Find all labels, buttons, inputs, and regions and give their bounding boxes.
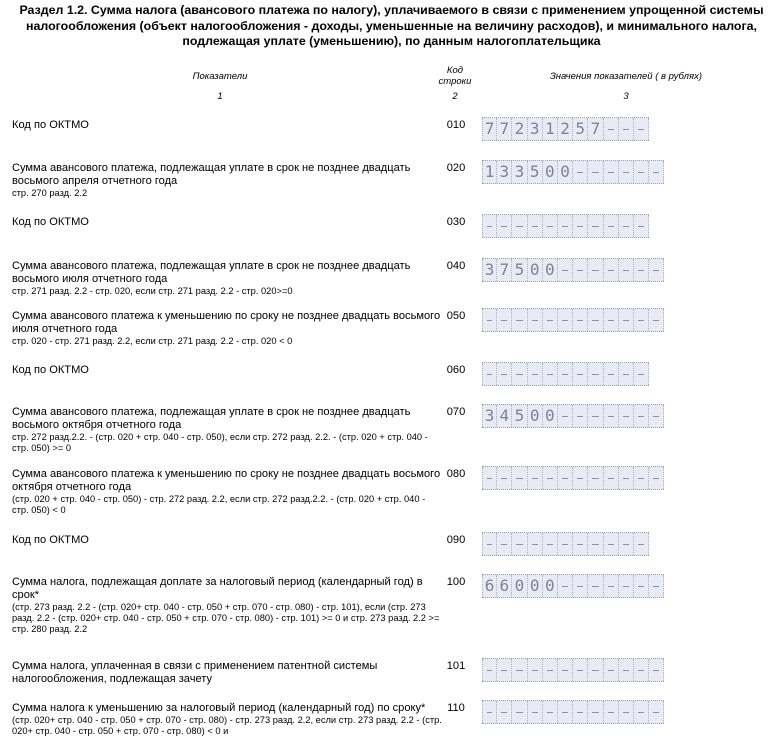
value-cell[interactable] (573, 259, 588, 281)
value-cell[interactable] (619, 363, 634, 385)
value-cell[interactable] (649, 659, 664, 681)
row-label (12, 216, 444, 229)
row-code: 020 (446, 162, 466, 174)
value-cell[interactable] (558, 309, 573, 331)
row-label (12, 162, 444, 199)
value-cell[interactable]: 3 (497, 161, 512, 183)
value-cell[interactable]: 0 (558, 161, 573, 183)
value-cell[interactable] (558, 533, 573, 555)
row-label-text: Сумма налога к уменьшению за налоговый период (календарный год) по сроку* (12, 702, 426, 714)
value-cell[interactable] (497, 215, 512, 237)
value-cell[interactable] (604, 701, 619, 723)
value-cell[interactable] (573, 215, 588, 237)
value-cell[interactable] (558, 701, 573, 723)
value-cell[interactable]: 7 (588, 118, 603, 140)
value-cell[interactable] (497, 309, 512, 331)
column-header-line-code: Код строки (438, 65, 472, 87)
value-cell[interactable] (543, 659, 558, 681)
value-cell[interactable] (528, 467, 543, 489)
value-cell[interactable]: 0 (528, 259, 543, 281)
value-cell[interactable]: 7 (497, 259, 512, 281)
value-cell[interactable] (512, 363, 527, 385)
row-code: 080 (446, 468, 466, 480)
value-input-030[interactable] (482, 214, 649, 238)
value-cell[interactable]: 7 (497, 118, 512, 140)
value-cell[interactable] (482, 701, 497, 723)
value-cell[interactable]: 1 (543, 118, 558, 140)
value-cell[interactable] (482, 363, 497, 385)
value-cell[interactable] (604, 309, 619, 331)
value-cell[interactable]: 0 (543, 405, 558, 427)
value-cell[interactable] (497, 467, 512, 489)
row-formula: (стр. 020+ стр. 040 - стр. 050 + стр. 070 - стр. 080) - стр. 273 разд. 2.2, если стр. 273 разд. 2.2 - (стр. 020+ стр. 040 - стр. 050 + стр. 070 - стр. 080) < 0 и (12, 715, 442, 736)
value-cell[interactable]: 0 (528, 575, 543, 597)
value-cell[interactable] (619, 467, 634, 489)
value-cell[interactable] (543, 215, 558, 237)
value-cell[interactable] (634, 363, 649, 385)
value-cell[interactable] (558, 659, 573, 681)
row-label (12, 534, 444, 547)
value-cell[interactable] (634, 215, 649, 237)
value-cell[interactable] (497, 659, 512, 681)
row-formula: (стр. 020 + стр. 040 - стр. 050) - стр. 272 разд. 2.2, если стр. 272 разд.2.2. - (стр. 020 + стр. 040 - стр. 050) < 0 (12, 494, 426, 515)
value-cell[interactable] (543, 363, 558, 385)
row-label-text: Код по ОКТМО (12, 364, 89, 376)
row-formula: стр. 272 разд.2.2. - (стр. 020 + стр. 040 - стр. 050), если стр. 272 разд. 2.2. - (стр. 020 + стр. 040 - стр. 050) >= 0 (12, 432, 428, 453)
row-label (12, 406, 444, 454)
value-cell[interactable] (634, 309, 649, 331)
value-cell[interactable] (528, 363, 543, 385)
value-cell[interactable]: 3 (512, 161, 527, 183)
row-label-text: Сумма налога, уплаченная в связи с применением патентной системы налогообложения, подлежащая зачету (12, 660, 378, 685)
row-code: 050 (446, 310, 466, 322)
value-cell[interactable] (482, 659, 497, 681)
value-cell[interactable] (512, 309, 527, 331)
value-cell[interactable] (573, 533, 588, 555)
value-cell[interactable] (588, 533, 603, 555)
value-cell[interactable] (588, 467, 603, 489)
row-label-text: Сумма авансового платежа, подлежащая уплате в срок не позднее двадцать восьмого апреля отчетного года (12, 162, 411, 187)
value-cell[interactable] (604, 161, 619, 183)
value-cell[interactable] (528, 659, 543, 681)
value-cell[interactable] (543, 533, 558, 555)
row-label (12, 260, 444, 297)
value-cell[interactable] (604, 363, 619, 385)
value-cell[interactable] (619, 118, 634, 140)
value-cell[interactable] (619, 659, 634, 681)
value-cell[interactable] (497, 533, 512, 555)
row-label-text: Код по ОКТМО (12, 534, 89, 546)
row-code: 110 (447, 702, 465, 714)
value-cell[interactable] (482, 467, 497, 489)
value-cell[interactable]: 3 (528, 118, 543, 140)
row-code: 070 (446, 406, 466, 418)
value-cell[interactable] (573, 701, 588, 723)
value-cell[interactable] (588, 161, 603, 183)
row-label-text: Сумма авансового платежа, подлежащая уплате в срок не позднее двадцать восьмого июля отчетного года (12, 260, 411, 285)
value-cell[interactable] (528, 701, 543, 723)
section-title: Раздел 1.2. Сумма налога (авансового платежа по налогу), уплачиваемого в связи с применением упрощенной системы налогообложения (объект налогообложения - доходы, уменьшенные на величину расходов), и минимального налога, подлежащая уплате (уменьшению), по данным налогоплательщика (19, 3, 764, 48)
value-cell[interactable] (558, 575, 573, 597)
row-label (12, 119, 444, 132)
column-number-3: 3 (623, 91, 629, 102)
row-code: 010 (446, 119, 466, 131)
value-cell[interactable] (634, 259, 649, 281)
row-code: 090 (446, 534, 466, 546)
row-formula: стр. 020 - стр. 271 разд. 2.2, если стр. 271 разд. 2.2 - стр. 020 < 0 (12, 336, 293, 346)
value-cell[interactable] (619, 259, 634, 281)
value-cell[interactable] (634, 575, 649, 597)
column-header-values: Значения показателей ( в рублях) (549, 71, 703, 82)
row-label-text: Сумма авансового платежа к уменьшению по сроку не позднее двадцать восьмого октября отчетного года (12, 468, 441, 493)
value-cell[interactable] (649, 161, 664, 183)
value-cell[interactable] (634, 405, 649, 427)
value-input-100[interactable] (482, 574, 664, 598)
value-cell[interactable] (573, 467, 588, 489)
value-cell[interactable] (634, 533, 649, 555)
value-cell[interactable] (619, 161, 634, 183)
value-cell[interactable] (634, 659, 649, 681)
value-cell[interactable] (543, 309, 558, 331)
row-label (12, 660, 444, 686)
value-input-020[interactable] (482, 160, 664, 184)
value-cell[interactable] (634, 701, 649, 723)
value-cell[interactable] (604, 575, 619, 597)
value-cell[interactable]: 1 (482, 161, 497, 183)
column-number-1: 1 (217, 91, 223, 102)
value-cell[interactable] (497, 701, 512, 723)
row-label-text: Код по ОКТМО (12, 119, 89, 131)
row-code: 100 (446, 576, 466, 588)
value-cell[interactable] (604, 215, 619, 237)
value-cell[interactable] (528, 215, 543, 237)
value-input-101[interactable] (482, 658, 664, 682)
column-header-indicators: Показатели (192, 71, 248, 82)
value-cell[interactable] (512, 701, 527, 723)
value-cell[interactable] (604, 259, 619, 281)
row-code: 101 (446, 660, 466, 672)
value-cell[interactable] (619, 701, 634, 723)
row-label-text: Сумма авансового платежа к уменьшению по сроку не позднее двадцать восьмого июля отчетного года (12, 310, 441, 335)
value-cell[interactable] (604, 118, 619, 140)
value-cell[interactable] (604, 533, 619, 555)
value-input-080[interactable] (482, 466, 664, 490)
value-cell[interactable] (528, 309, 543, 331)
value-cell[interactable] (497, 363, 512, 385)
value-input-060[interactable] (482, 362, 649, 386)
value-cell[interactable] (588, 701, 603, 723)
row-label (12, 364, 444, 377)
value-cell[interactable] (649, 575, 664, 597)
value-cell[interactable] (543, 467, 558, 489)
row-formula: стр. 271 разд. 2.2 - стр. 020, если стр. 271 разд. 2.2 - стр. 020>=0 (12, 286, 293, 296)
value-cell[interactable] (528, 533, 543, 555)
value-cell[interactable] (588, 215, 603, 237)
value-cell[interactable] (558, 215, 573, 237)
value-cell[interactable] (573, 309, 588, 331)
value-cell[interactable] (573, 363, 588, 385)
row-code: 030 (446, 216, 466, 228)
value-cell[interactable] (482, 533, 497, 555)
row-label-text: Сумма налога, подлежащая доплате за налоговый период (календарный год) в срок* (12, 576, 423, 601)
value-input-040[interactable] (482, 258, 664, 282)
value-cell[interactable]: 0 (543, 575, 558, 597)
value-cell[interactable] (649, 405, 664, 427)
value-cell[interactable] (619, 405, 634, 427)
value-cell[interactable] (512, 467, 527, 489)
value-cell[interactable] (558, 259, 573, 281)
row-label (12, 468, 444, 516)
value-cell[interactable] (573, 161, 588, 183)
value-cell[interactable]: 2 (558, 118, 573, 140)
value-cell[interactable]: 0 (528, 405, 543, 427)
row-code: 040 (446, 260, 466, 272)
value-cell[interactable] (588, 659, 603, 681)
value-cell[interactable]: 2 (512, 118, 527, 140)
row-formula: стр. 270 разд. 2.2 (12, 188, 88, 198)
value-cell[interactable]: 5 (528, 161, 543, 183)
value-input-050[interactable] (482, 308, 664, 332)
value-cell[interactable] (573, 405, 588, 427)
value-cell[interactable] (588, 575, 603, 597)
value-cell[interactable] (482, 215, 497, 237)
value-input-070[interactable] (482, 404, 664, 428)
value-cell[interactable] (543, 701, 558, 723)
value-cell[interactable] (619, 533, 634, 555)
value-input-110[interactable] (482, 700, 664, 724)
value-cell[interactable]: 0 (512, 575, 527, 597)
value-cell[interactable] (482, 309, 497, 331)
row-label-text: Сумма авансового платежа, подлежащая уплате в срок не позднее двадцать восьмого октября отчетного года (12, 406, 411, 431)
value-cell[interactable] (588, 259, 603, 281)
value-cell[interactable] (634, 118, 649, 140)
value-cell[interactable]: 6 (482, 575, 497, 597)
value-input-090[interactable] (482, 532, 649, 556)
value-cell[interactable] (649, 259, 664, 281)
row-formula: (стр. 273 разд. 2.2 - (стр. 020+ стр. 040 - стр. 050 + стр. 070 - стр. 080) - стр. 101), если (стр. 273 разд. 2.2 - (стр. 020+ стр. 040 - стр. 050 + стр. 070 - стр. 080) - стр. 101) >= 0 и стр. 273 разд. 2.2 >= стр. 280 разд. 2.2 (12, 602, 440, 634)
value-cell[interactable]: 3 (482, 405, 497, 427)
value-cell[interactable] (604, 659, 619, 681)
value-cell[interactable]: 5 (573, 118, 588, 140)
value-cell[interactable]: 4 (497, 405, 512, 427)
row-label (12, 702, 444, 737)
value-cell[interactable] (558, 363, 573, 385)
value-input-010[interactable] (482, 117, 649, 141)
value-cell[interactable]: 0 (543, 161, 558, 183)
value-cell[interactable] (649, 309, 664, 331)
row-label-text: Код по ОКТМО (12, 216, 89, 228)
value-cell[interactable]: 6 (497, 575, 512, 597)
value-cell[interactable] (558, 467, 573, 489)
value-cell[interactable] (588, 363, 603, 385)
value-cell[interactable] (619, 215, 634, 237)
column-number-2: 2 (452, 91, 458, 102)
value-cell[interactable] (604, 467, 619, 489)
value-cell[interactable] (634, 467, 649, 489)
value-cell[interactable]: 0 (543, 259, 558, 281)
value-cell[interactable] (634, 161, 649, 183)
row-code: 060 (446, 364, 466, 376)
value-cell[interactable]: 7 (482, 118, 497, 140)
value-cell[interactable] (604, 405, 619, 427)
value-cell[interactable] (512, 533, 527, 555)
value-cell[interactable] (588, 405, 603, 427)
value-cell[interactable] (588, 309, 603, 331)
value-cell[interactable] (512, 659, 527, 681)
value-cell[interactable]: 5 (512, 405, 527, 427)
value-cell[interactable] (619, 309, 634, 331)
row-label (12, 310, 444, 347)
value-cell[interactable] (649, 701, 664, 723)
value-cell[interactable]: 3 (482, 259, 497, 281)
value-cell[interactable]: 5 (512, 259, 527, 281)
value-cell[interactable] (619, 575, 634, 597)
value-cell[interactable] (649, 467, 664, 489)
value-cell[interactable] (512, 215, 527, 237)
row-label (12, 576, 444, 635)
value-cell[interactable] (573, 659, 588, 681)
value-cell[interactable] (573, 575, 588, 597)
value-cell[interactable] (558, 405, 573, 427)
